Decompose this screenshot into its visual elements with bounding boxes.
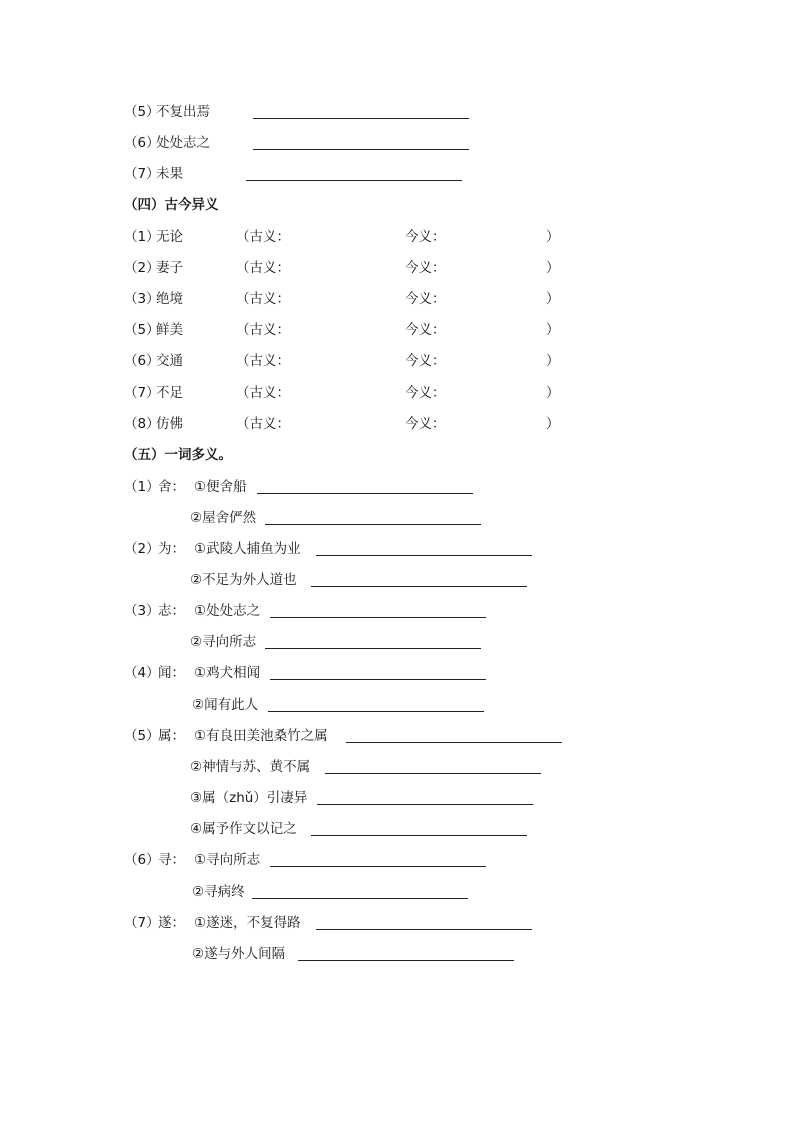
answer-blank[interactable] <box>311 586 527 587</box>
item-word: 遂： <box>158 915 185 931</box>
answer-blank[interactable] <box>246 180 462 181</box>
section-heading: （四）古今异义 <box>124 197 219 213</box>
new-meaning-label: 今义： <box>405 353 446 369</box>
answer-blank[interactable] <box>268 711 484 712</box>
item-word: 妻子 <box>156 260 183 276</box>
answer-blank[interactable] <box>311 835 527 836</box>
old-meaning-label: （古义： <box>236 322 290 338</box>
new-meaning-label: 今义： <box>405 416 446 432</box>
answer-blank[interactable] <box>346 742 562 743</box>
sense-text: ②寻向所志 <box>190 634 257 650</box>
item-number: （1） <box>124 229 160 245</box>
answer-blank[interactable] <box>265 524 481 525</box>
item-number: （5） <box>124 322 160 338</box>
item-word: 志： <box>158 603 185 619</box>
answer-blank[interactable] <box>270 866 486 867</box>
item-word: 不足 <box>156 385 183 401</box>
item-number: （2） <box>124 541 160 557</box>
item-word: 无论 <box>156 229 183 245</box>
new-meaning-label: 今义： <box>405 229 446 245</box>
sense-text: ①武陵人捕鱼为业 <box>194 541 301 557</box>
item-word: 寻： <box>158 852 185 868</box>
item-number: （5） <box>124 728 160 744</box>
item-number: （3） <box>124 291 160 307</box>
item-word: 仿佛 <box>156 416 183 432</box>
close-paren: ） <box>546 322 560 338</box>
close-paren: ） <box>546 416 560 432</box>
sense-text: ①鸡犬相闻 <box>194 665 261 681</box>
close-paren: ） <box>546 260 560 276</box>
close-paren: ） <box>546 291 560 307</box>
new-meaning-label: 今义： <box>405 385 446 401</box>
old-meaning-label: （古义： <box>236 291 290 307</box>
sense-text: ②闻有此人 <box>192 697 259 713</box>
answer-blank[interactable] <box>316 929 532 930</box>
item-word: 绝境 <box>156 291 183 307</box>
item-number: （8） <box>124 416 160 432</box>
item-word: 属： <box>158 728 185 744</box>
item-number: （1） <box>124 479 160 495</box>
answer-blank[interactable] <box>252 898 468 899</box>
item-number: （7） <box>124 166 160 182</box>
new-meaning-label: 今义： <box>405 260 446 276</box>
sense-text: ①便舍船 <box>194 479 247 495</box>
sense-text: ②神情与苏、黄不属 <box>190 759 311 775</box>
item-text: 未果 <box>156 166 183 182</box>
item-number: （7） <box>124 385 160 401</box>
sense-text: ①有良田美池桑竹之属 <box>194 728 328 744</box>
sense-text: ①遂迷，不复得路 <box>194 915 301 931</box>
sense-text: ②遂与外人间隔 <box>192 946 286 962</box>
item-number: （3） <box>124 603 160 619</box>
answer-blank[interactable] <box>317 804 533 805</box>
item-number: （4） <box>124 665 160 681</box>
sense-text: ②屋舍俨然 <box>190 510 257 526</box>
item-number: （6） <box>124 353 160 369</box>
sense-text: ①处处志之 <box>194 603 261 619</box>
old-meaning-label: （古义： <box>236 260 290 276</box>
item-number: （6） <box>124 135 160 151</box>
answer-blank[interactable] <box>298 960 514 961</box>
old-meaning-label: （古义： <box>236 416 290 432</box>
section-heading: （五）一词多义。 <box>124 447 232 463</box>
new-meaning-label: 今义： <box>405 322 446 338</box>
item-word: 闻： <box>158 665 185 681</box>
sense-text: ④属予作文以记之 <box>190 821 297 837</box>
answer-blank[interactable] <box>270 617 486 618</box>
answer-blank[interactable] <box>257 493 473 494</box>
item-number: （5） <box>124 104 160 120</box>
sense-text: ③属（zhǔ）引凄异 <box>190 790 308 806</box>
new-meaning-label: 今义： <box>405 291 446 307</box>
close-paren: ） <box>546 353 560 369</box>
old-meaning-label: （古义： <box>236 229 290 245</box>
answer-blank[interactable] <box>270 679 486 680</box>
item-number: （7） <box>124 915 160 931</box>
item-number: （2） <box>124 260 160 276</box>
item-text: 不复出焉 <box>156 104 210 120</box>
close-paren: ） <box>546 229 560 245</box>
sense-text: ②不足为外人道也 <box>190 572 297 588</box>
item-word: 舍： <box>158 479 185 495</box>
item-text: 处处志之 <box>156 135 210 151</box>
item-word: 交通 <box>156 353 183 369</box>
close-paren: ） <box>546 385 560 401</box>
answer-blank[interactable] <box>265 648 481 649</box>
sense-text: ①寻向所志 <box>194 852 261 868</box>
item-number: （6） <box>124 852 160 868</box>
answer-blank[interactable] <box>325 773 541 774</box>
answer-blank[interactable] <box>253 118 469 119</box>
old-meaning-label: （古义： <box>236 385 290 401</box>
sense-text: ②寻病终 <box>192 884 245 900</box>
answer-blank[interactable] <box>316 555 532 556</box>
answer-blank[interactable] <box>253 149 469 150</box>
old-meaning-label: （古义： <box>236 353 290 369</box>
item-word: 为： <box>158 541 185 557</box>
item-word: 鲜美 <box>156 322 183 338</box>
